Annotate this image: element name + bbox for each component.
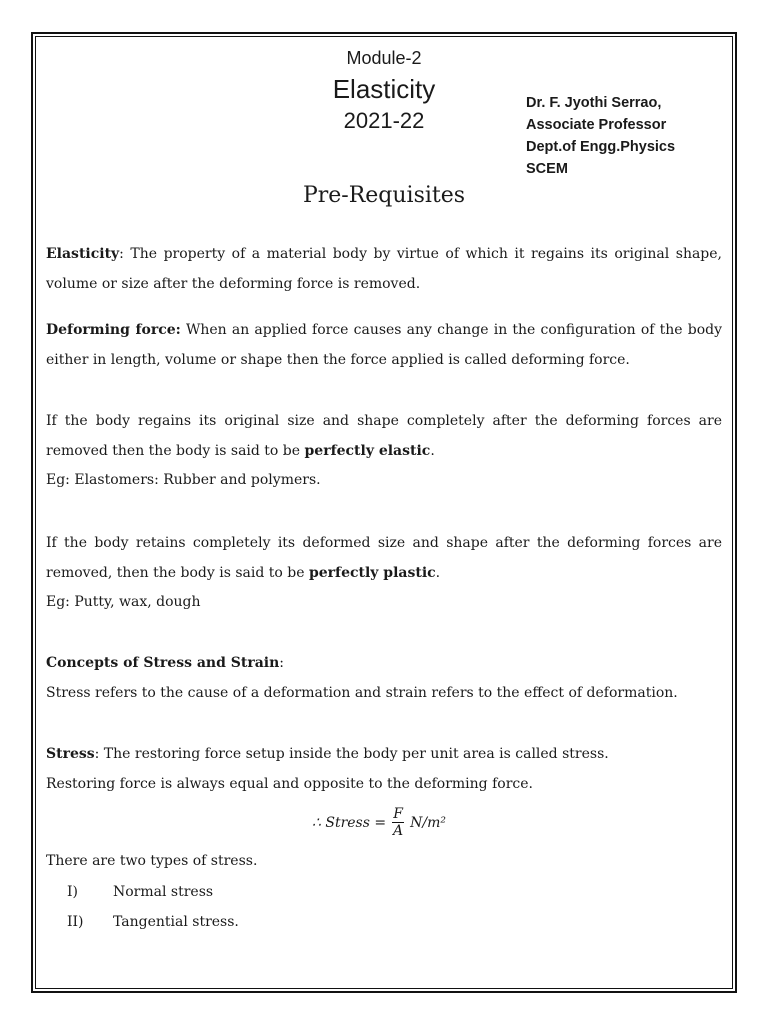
- elastic-example: Eg: Elastomers: Rubber and polymers.: [46, 472, 321, 488]
- formula-lhs: ∴ Stress =: [312, 814, 387, 831]
- author-block: [526, 92, 675, 180]
- restoring-force-statement: Restoring force is always equal and opposite to the deforming force.: [46, 776, 533, 792]
- elastic-period: .: [430, 443, 435, 459]
- deforming-force-definition: [46, 315, 722, 375]
- document-title: Elasticity: [332, 74, 436, 104]
- author-name: Dr. F. Jyothi Serrao,: [526, 95, 662, 111]
- stress-formula: [312, 806, 446, 839]
- deforming-force-text: When an applied force causes any change in the configuration of the body either in length, volume or shape then the force applied is called deforming force.: [46, 322, 722, 368]
- elasticity-term: Elasticity: [46, 246, 120, 262]
- stress-types-intro: There are two types of stress.: [46, 853, 258, 869]
- plastic-text: If the body retains completely its deformed size and shape after the deforming forces are removed, then the body is said to be: [46, 535, 722, 581]
- perfectly-plastic-paragraph: [46, 528, 722, 588]
- deforming-force-term: Deforming force:: [46, 322, 181, 338]
- plastic-example: Eg: Putty, wax, dough: [46, 594, 201, 610]
- elasticity-definition: [46, 239, 722, 299]
- elastic-text: If the body regains its original size and shape completely after the deforming forces are removed then the body is said to be: [46, 413, 722, 459]
- list-label: Tangential stress.: [113, 914, 239, 930]
- concepts-heading-line: [46, 655, 284, 671]
- stress-text: : The restoring force setup inside the body per unit area is called stress.: [94, 746, 609, 762]
- author-institution: SCEM: [526, 161, 568, 177]
- stress-definition: [46, 746, 609, 762]
- formula-fraction: [392, 806, 404, 839]
- concepts-text: Stress refers to the cause of a deformation and strain refers to the effect of deformation.: [46, 685, 678, 701]
- list-item: [67, 884, 213, 900]
- list-label: Normal stress: [113, 884, 214, 900]
- perfectly-plastic-term: perfectly plastic: [308, 565, 436, 581]
- plastic-period: .: [435, 565, 441, 581]
- list-item: [67, 914, 239, 930]
- list-number: II): [67, 914, 84, 930]
- module-label: Module-2: [346, 48, 422, 68]
- formula-unit: N/m²: [410, 814, 446, 831]
- list-number: I): [67, 884, 78, 900]
- concepts-colon: :: [279, 655, 284, 671]
- section-title: Pre-Requisites: [302, 183, 466, 208]
- perfectly-elastic-paragraph: [46, 406, 722, 466]
- author-department: Dept.of Engg.Physics: [526, 139, 676, 155]
- perfectly-elastic-term: perfectly elastic: [304, 443, 431, 459]
- stress-term: Stress: [46, 746, 95, 762]
- elasticity-text: : The property of a material body by virtue of which it regains its original shape, volume or size after the deforming force is removed.: [46, 246, 722, 292]
- concepts-heading: Concepts of Stress and Strain: [46, 655, 280, 671]
- formula-denominator: A: [393, 823, 404, 839]
- academic-year: 2021-22: [343, 108, 425, 133]
- formula-numerator: F: [393, 806, 403, 822]
- author-designation: Associate Professor: [526, 117, 667, 133]
